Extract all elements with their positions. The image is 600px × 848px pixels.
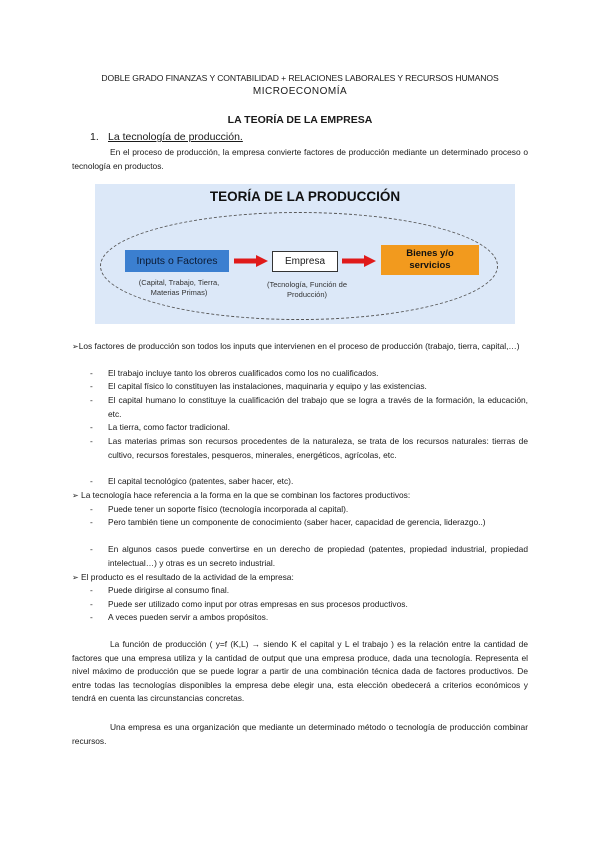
list-item: - A veces pueden servir a ambos propósitos. bbox=[90, 612, 269, 622]
figure-title: TEORÍA DE LA PRODUCCIÓN bbox=[209, 189, 401, 204]
list-item: - Las materias primas son recursos procedentes de la naturaleza, se trata de los recursos naturales: tierras de cultivo, recursos forestales, pesqueros, minerales, energéticos, agrícolas, etc. bbox=[90, 436, 528, 460]
section-number: 1. bbox=[90, 131, 99, 143]
page-title: LA TEORÍA DE LA EMPRESA bbox=[227, 114, 373, 126]
section-heading bbox=[90, 131, 243, 143]
bullet-factores bbox=[72, 340, 528, 354]
empresa-box bbox=[272, 251, 338, 272]
paragraph-text: Una empresa es una organización que mediante un determinado método o tecnología de producción combinar recursos. bbox=[72, 722, 528, 746]
list-item: - El trabajo incluye tanto los obreros cualificados como los no cualificados. bbox=[90, 368, 379, 378]
subject-header: MICROECONOMÍA bbox=[252, 86, 348, 97]
empresa-paragraph bbox=[72, 721, 528, 748]
bullet-producto bbox=[72, 571, 528, 585]
course-header: DOBLE GRADO FINANZAS Y CONTABILIDAD + RELACIONES LABORALES Y RECURSOS HUMANOS bbox=[101, 73, 499, 83]
list-item: - La tierra, como factor tradicional. bbox=[90, 422, 230, 432]
arrow-icon bbox=[342, 255, 376, 267]
output-box bbox=[381, 245, 479, 275]
list-item: - El capital humano lo constituye la cualificación del trabajo que se logra a través de la formación, la educación, etc. bbox=[90, 395, 528, 419]
section-title: La tecnología de producción. bbox=[108, 131, 243, 143]
arrow-bullet-icon: ➢ bbox=[72, 491, 79, 500]
arrow-bullet-icon: ➢ bbox=[72, 573, 79, 582]
bullet-text: La tecnología hace referencia a la forma en la que se combinan los factores productivos: bbox=[81, 490, 411, 500]
arrow-icon bbox=[234, 255, 268, 267]
list-item: - El capital físico lo constituyen las instalaciones, maquinaria y equipo y las existencias. bbox=[90, 381, 427, 391]
intro-paragraph bbox=[72, 146, 528, 173]
list-item: - Puede ser utilizado como input por otras empresas en sus procesos productivos. bbox=[90, 599, 408, 609]
inputs-caption bbox=[113, 278, 245, 298]
inputs-caption-line-1: (Capital, Trabajo, Tierra, bbox=[138, 278, 220, 287]
paragraph-text: La función de producción ( y=f (K,L) → siendo K el capital y L el trabajo ) es la relación entre la cantidad de factores que una empresa utiliza y la cantidad de output que una empresa produce, dada una tecnología. Representa el nivel máximo de producción que se puede lograr a partir de una combinación técnica dada de factores productivos. De entre todas las tecnologías disponibles la empresa debe elegir una, esta elección obedecerá a criterios económicos y tendrá en cuenta las circunstancias concretas. bbox=[72, 639, 528, 704]
empresa-caption-line-1: (Tecnología, Función de bbox=[266, 280, 348, 289]
bullet-text: Los factores de producción son todos los inputs que intervienen en el proceso de producción (trabajo, tierra, capital,…) bbox=[78, 341, 520, 351]
production-theory-figure bbox=[95, 184, 515, 324]
list-item: - Puede tener un soporte físico (tecnología incorporada al capital). bbox=[90, 504, 349, 514]
inputs-label: Inputs o Factores bbox=[136, 255, 218, 267]
bullet-text: El producto es el resultado de la actividad de la empresa: bbox=[81, 572, 294, 582]
list-item: - Puede dirigirse al consumo final. bbox=[90, 585, 230, 595]
list-item: - En algunos casos puede convertirse en un derecho de propiedad (patentes, propiedad industrial, propiedad intelectual…) y otras es un secreto industrial. bbox=[90, 544, 528, 568]
inputs-caption-line-2: Materias Primas) bbox=[150, 288, 208, 297]
list-item: - Pero también tiene un componente de conocimiento (saber hacer, capacidad de gerencia, liderazgo..) bbox=[90, 517, 486, 527]
inputs-box bbox=[125, 250, 229, 272]
arrow-bullet-icon: ➢ bbox=[72, 342, 79, 351]
empresa-caption bbox=[245, 280, 369, 300]
empresa-label: Empresa bbox=[284, 256, 325, 267]
output-label-line-2: servicios bbox=[409, 260, 451, 271]
output-label-line-1: Bienes y/o bbox=[406, 248, 454, 259]
intro-text: En el proceso de producción, la empresa convierte factores de producción mediante un determinado proceso o tecnología en productos. bbox=[72, 147, 528, 171]
bullet-tecnologia bbox=[72, 489, 528, 503]
empresa-caption-line-2: Producción) bbox=[286, 290, 328, 299]
production-function-paragraph bbox=[72, 638, 528, 706]
list-item: - El capital tecnológico (patentes, saber hacer, etc). bbox=[90, 476, 294, 486]
